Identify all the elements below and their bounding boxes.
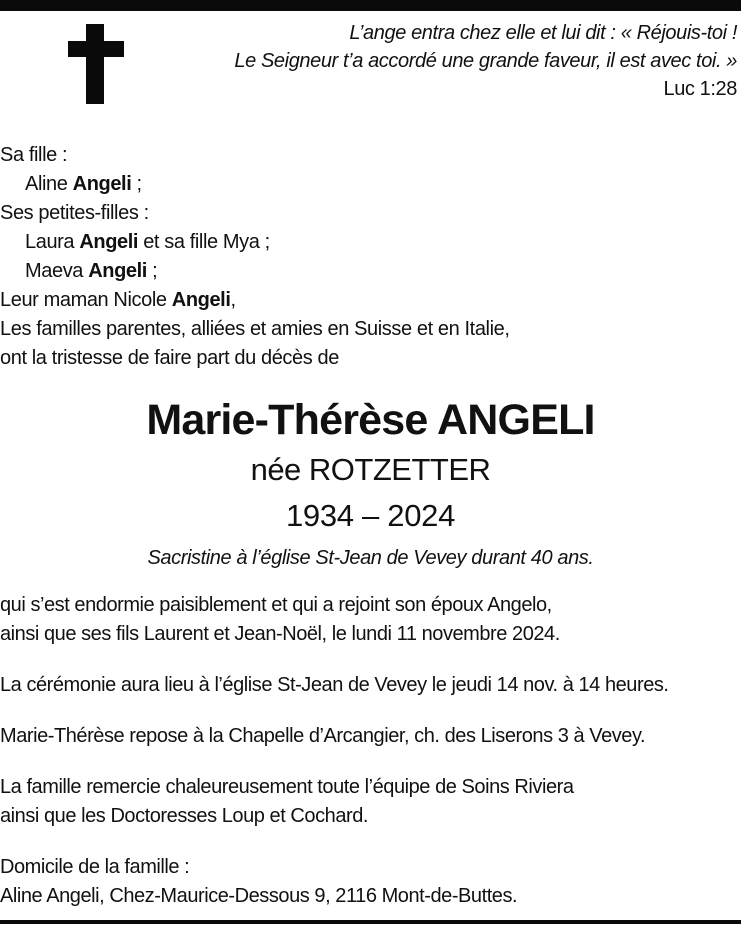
mother-entry: Leur maman Nicole Angeli, <box>0 289 236 311</box>
granddaughter-entry-1: Laura Angeli et sa fille Mya ; <box>25 231 270 253</box>
announcement-line: ont la tristesse de faire part du décès de <box>0 347 339 369</box>
notice-body <box>0 591 741 933</box>
rest-paragraph <box>0 722 741 751</box>
verse-reference: Luc 1:28 <box>663 78 737 100</box>
latin-cross-icon <box>68 24 124 104</box>
deceased-name: Marie-Thérèse ANGELI <box>146 396 595 444</box>
daughter-heading: Sa fille : <box>0 144 68 166</box>
daughter-entry: Aline Angeli ; <box>25 173 142 195</box>
domicile-address: Aline Angeli, Chez-Maurice-Dessous 9, 2116 Mont-de-Buttes. <box>0 885 518 907</box>
passing-line-2: ainsi que ses fils Laurent et Jean-Noël, le lundi 11 novembre 2024. <box>0 623 560 645</box>
bible-verse <box>234 19 737 103</box>
life-years: 1934 – 2024 <box>285 498 456 533</box>
granddaughters-heading: Ses petites-filles : <box>0 202 149 224</box>
verse-line-1: L’ange entra chez elle et lui dit : « Réjouis-toi ! <box>349 22 737 44</box>
top-border <box>0 0 741 11</box>
thanks-paragraph <box>0 773 741 831</box>
bottom-border <box>0 920 741 924</box>
relatives-line: Les familles parentes, alliées et amies en Suisse et en Italie, <box>0 318 510 340</box>
passing-paragraph <box>0 591 741 649</box>
rest-line: Marie-Thérèse repose à la Chapelle d’Arcangier, ch. des Liserons 3 à Vevey. <box>0 725 646 747</box>
passing-line-1: qui s’est endormie paisiblement et qui a rejoint son époux Angelo, <box>0 594 552 616</box>
granddaughter-entry-2: Maeva Angeli ; <box>25 260 158 282</box>
ceremony-line: La cérémonie aura lieu à l’église St-Jean de Vevey le jeudi 14 nov. à 14 heures. <box>0 674 669 696</box>
domicile-paragraph <box>0 853 741 911</box>
family-list <box>0 141 510 373</box>
thanks-line-1: La famille remercie chaleureusement toute l’équipe de Soins Riviera <box>0 776 574 798</box>
domicile-heading: Domicile de la famille : <box>0 856 190 878</box>
verse-line-2: Le Seigneur t’a accordé une grande faveur, il est avec toi. » <box>234 50 737 72</box>
maiden-name: née ROTZETTER <box>250 452 491 487</box>
deceased-role: Sacristine à l’église St-Jean de Vevey durant 40 ans. <box>147 547 594 569</box>
ceremony-paragraph <box>0 671 741 700</box>
thanks-line-2: ainsi que les Doctoresses Loup et Cochard. <box>0 805 368 827</box>
